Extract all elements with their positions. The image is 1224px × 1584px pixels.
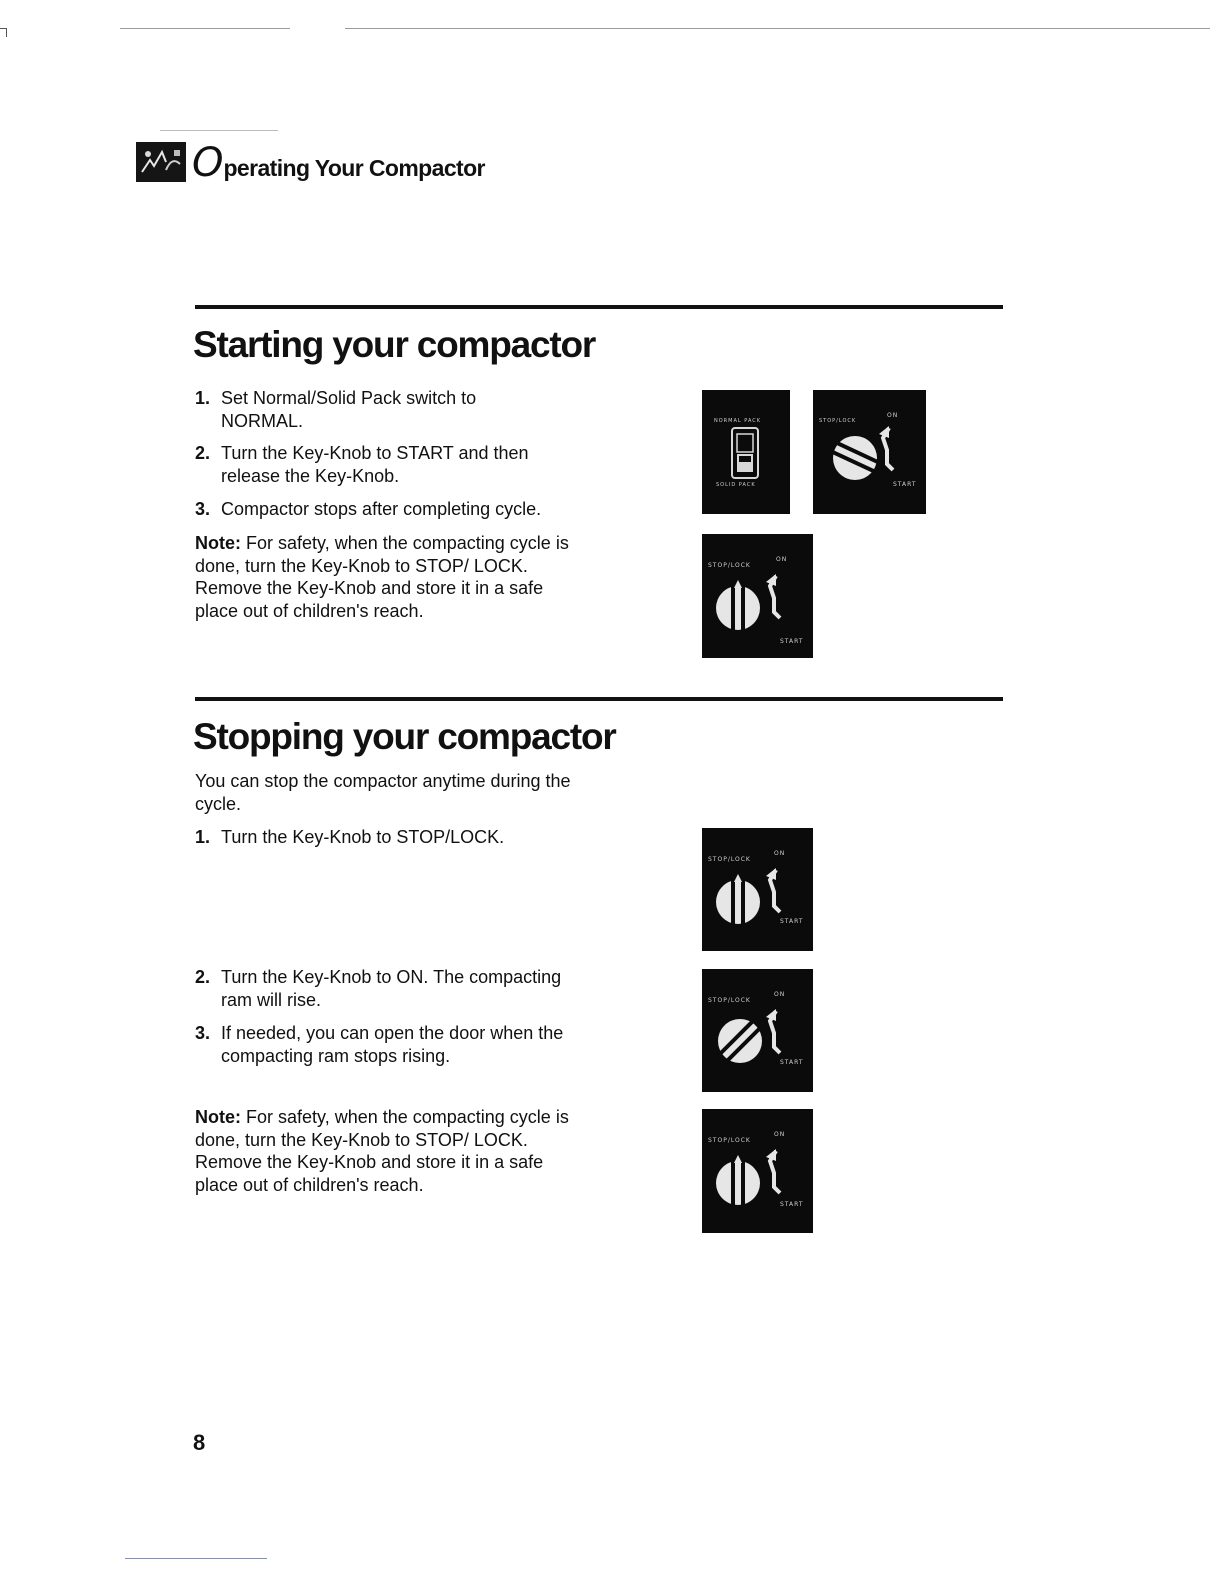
- step-number: 1.: [195, 388, 211, 408]
- page-header-title: [192, 140, 485, 186]
- page-number: 8: [193, 1430, 206, 1455]
- scan-artifact-line: [160, 130, 278, 131]
- step-number: 3.: [195, 499, 211, 519]
- stop-lock-label: STOP/LOCK: [708, 1137, 751, 1144]
- step-number: 2.: [195, 443, 211, 463]
- header-title-initial: O: [192, 140, 224, 186]
- normal-pack-label: NORMAL PACK: [714, 418, 762, 424]
- stopping-intro: You can stop the compactor anytime during the cycle.: [195, 771, 571, 814]
- note-text: For safety, when the compacting cycle is done, turn the Key-Knob to STOP/ LOCK. Remove the Key-Knob and store it in a safe place out of children's reach.: [195, 533, 569, 621]
- step-text: Compactor stops after completing cycle.: [221, 499, 542, 519]
- key-knob-on-illustration: [702, 969, 813, 1092]
- section-divider: [195, 305, 1003, 309]
- compactor-logo-icon: [136, 142, 186, 182]
- section-title-starting: Starting your compactor: [193, 324, 596, 365]
- note-text: For safety, when the compacting cycle is done, turn the Key-Knob to STOP/ LOCK. Remove the Key-Knob and store it in a safe place out of children's reach.: [195, 1107, 569, 1195]
- step-number: 1.: [195, 827, 211, 847]
- on-label: ON: [774, 850, 786, 857]
- list-item: [195, 1022, 595, 1067]
- key-knob-stop-lock-illustration: [702, 828, 813, 951]
- safety-note: [195, 532, 590, 622]
- scan-artifact-line: [125, 1558, 267, 1559]
- stop-lock-label: STOP/LOCK: [708, 997, 751, 1004]
- solid-pack-label: SOLID PACK: [716, 482, 756, 488]
- stop-lock-label: STOP/LOCK: [819, 418, 857, 424]
- list-item: [195, 387, 595, 432]
- start-label: START: [893, 481, 917, 488]
- note-label: Note:: [195, 1107, 241, 1127]
- start-label: START: [780, 1201, 804, 1208]
- start-label: START: [780, 1059, 804, 1066]
- on-label: ON: [774, 1131, 786, 1138]
- key-knob-stop-lock-illustration: [702, 1109, 813, 1233]
- scan-artifact-line: [345, 28, 1210, 29]
- scan-artifact-line: [120, 28, 290, 29]
- on-label: ON: [774, 991, 786, 998]
- list-item: [195, 826, 595, 849]
- on-label: ON: [776, 556, 788, 563]
- header-title-rest: perating Your Compactor: [223, 155, 485, 181]
- on-label: ON: [887, 412, 899, 419]
- scan-artifact-corner: [0, 28, 7, 37]
- step-text: Turn the Key-Knob to STOP/LOCK.: [221, 827, 505, 847]
- pack-switch-illustration: [702, 390, 790, 514]
- key-knob-start-illustration: [813, 390, 926, 514]
- stop-lock-label: STOP/LOCK: [708, 562, 751, 569]
- start-label: START: [780, 638, 804, 645]
- section-title-stopping: Stopping your compactor: [193, 716, 616, 757]
- list-item: [195, 498, 595, 521]
- list-item: [195, 442, 595, 487]
- step-text: Turn the Key-Knob to START and then release the Key-Knob.: [221, 443, 529, 486]
- start-label: START: [780, 918, 804, 925]
- step-number: 2.: [195, 967, 211, 987]
- section-divider: [195, 697, 1003, 701]
- step-text: Set Normal/Solid Pack switch to NORMAL.: [221, 388, 477, 431]
- step-text: If needed, you can open the door when the compacting ram stops rising.: [221, 1023, 564, 1066]
- stop-lock-label: STOP/LOCK: [708, 856, 751, 863]
- step-text: Turn the Key-Knob to ON. The compacting ram will rise.: [221, 967, 562, 1010]
- list-item: [195, 966, 595, 1011]
- safety-note: [195, 1106, 590, 1196]
- step-number: 3.: [195, 1023, 211, 1043]
- note-label: Note:: [195, 533, 241, 553]
- key-knob-stop-lock-illustration: [702, 534, 813, 658]
